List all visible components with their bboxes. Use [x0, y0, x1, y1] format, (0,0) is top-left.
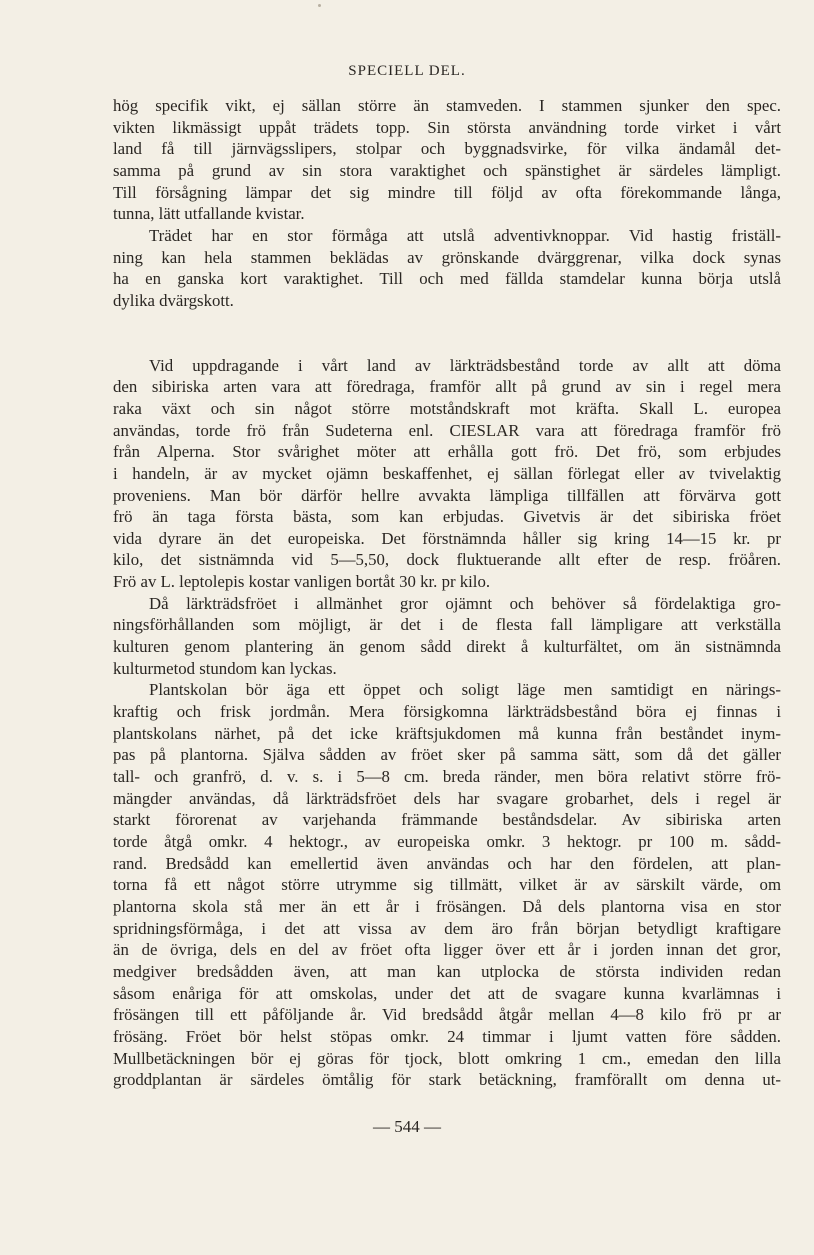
text-line: medgiver bredsådden även, att man kan utplocka de största individen redan	[113, 961, 781, 981]
text-line: samma på grund av sin stora varaktighet och spänstighet är särdeles lämpligt.	[113, 160, 781, 180]
text-line: ning kan hela stammen beklädas av grönskande dvärggrenar, vilka dock synas	[113, 247, 781, 267]
text-line: ningsförhållanden som möjligt, är det i de flesta fall lämpligare att verkställa	[113, 615, 781, 635]
text-line: Till försågning lämpar det sig mindre till följd av ofta förekommande långa,	[113, 182, 781, 202]
text-line: raka växt och sin något större motståndskraft mot kräfta. Skall L. europea	[113, 398, 781, 418]
text-line: hög specifik vikt, ej sällan större än stamveden. I stammen sjunker den spec.	[113, 96, 781, 115]
running-header: SPECIELL DEL.	[348, 63, 466, 79]
text-line: den sibiriska arten vara att föredraga, framför allt på grund av sin i regel mera	[113, 377, 781, 397]
text-line: Mullbetäckningen bör ej göras för tjock, blott omkring 1 cm., emedan den lilla	[113, 1048, 781, 1068]
paragraph-start: Trädet har en stor förmåga att utslå adventivknoppar. Vid hastig friställ-	[149, 225, 781, 245]
text-line: kilo, det sistnämnda vid 5—5,50, dock fluktuerande allt efter de resp. fröåren.	[113, 550, 781, 570]
text-line: land få till järnvägsslipers, stolpar och byggnadsvirke, för vilka ändamål det-	[113, 139, 781, 159]
text-line: såsom enåriga för att omskolas, under det att de svagare kunna kvarlämnas i	[113, 983, 781, 1003]
text-line: groddplantan är särdeles ömtålig för stark betäckning, framförallt om denna ut-	[113, 1070, 781, 1090]
text-line: plantskolans närhet, på det icke kräftsjukdomen må kunna från beståndet inym-	[113, 723, 781, 743]
page-number: — 544 —	[373, 1117, 441, 1136]
text-line: kraftig och frisk jordmån. Mera försigkomna lärkträdsbestånd böra ej finnas i	[113, 702, 781, 722]
text-line: ha en ganska kort varaktighet. Till och med fällda stamdelar kunna börja utslå	[113, 269, 781, 289]
text-line: torna få ett något större utrymme sig tillmätt, vilket är av särskilt värde, om	[113, 875, 781, 895]
text-line: plantorna skola stå mer än ett år i frösängen. Då dels plantorna visa en stor	[113, 896, 781, 916]
text-line: frösängen till ett påföljande år. Vid bredsådd åtgår mellan 4—8 kilo frö pr ar	[113, 1005, 781, 1025]
text-line: kulturmetod stundom kan lyckas.	[113, 658, 337, 678]
paragraph-start: Plantskolan bör äga ett öppet och soligt läge men samtidigt en närings-	[149, 680, 781, 700]
text-line: vikten likmässigt uppåt trädets topp. Sin största användning torde virket i vårt	[113, 117, 781, 137]
text-line: dylika dvärgskott.	[113, 290, 234, 310]
text-line: frö än taga första bästa, som kan erbjudas. Givetvis är det sibiriska fröet	[113, 507, 781, 527]
text-line: användas, torde frö från Sudeterna enl. CIESLAR vara att föredraga framför frö	[113, 420, 781, 440]
section-gap	[113, 312, 781, 355]
text-line: vida dyrare än det europeiska. Det förstnämnda håller sig kring 14—15 kr. pr	[113, 528, 781, 548]
text-line: tunna, lätt utfallande kvistar.	[113, 204, 305, 224]
text-line: proveniens. Man bör därför hellre avvakta lämpliga tillfällen att förvärva gott	[113, 485, 781, 505]
text-line: rand. Bredsådd kan emellertid även användas och har den fördelen, att plan-	[113, 853, 781, 873]
text-line: torde åtgå omkr. 4 hektogr., av europeiska omkr. 3 hektogr. pr 100 m. sådd-	[113, 832, 781, 851]
text-line: pas på plantorna. Själva sådden av fröet sker på samma sätt, som då det gäller	[113, 745, 781, 765]
text-line: kulturen genom plantering än genom sådd direkt å kulturfältet, om än sistnämnda	[113, 637, 781, 657]
text-line: än de övriga, dels en del av fröet ofta ligger över ett år i jorden innan det gror,	[113, 940, 781, 960]
paragraph-start: Vid uppdragande i vårt land av lärkträdsbestånd torde av allt att döma	[149, 355, 781, 375]
text-line: mängder användas, då lärkträdsfröet dels har svagare grobarhet, dels i regel är	[113, 788, 781, 808]
text-line: i handeln, är av mycket ojämn beskaffenhet, ej sällan förlegat eller av tvivelaktig	[113, 463, 781, 483]
text-line: spridningsförmåga, i det att vissa av dem äro från början betydligt kraftigare	[113, 918, 781, 938]
text-line: tall- och granfrö, d. v. s. i 5—8 cm. breda ränder, men böra relativt större frö-	[113, 767, 781, 787]
paragraph-start: Då lärkträdsfröet i allmänhet gror ojämnt och behöver så fördelaktiga gro-	[149, 593, 781, 613]
text-line: Frö av L. leptolepis kostar vanligen bortåt 30 kr. pr kilo.	[113, 572, 491, 592]
paper-speck	[318, 4, 321, 7]
body-text	[113, 95, 781, 1091]
text-line: frösäng. Fröet bör helst stöpas omkr. 24 timmar i ljumt vatten före sådden.	[113, 1026, 781, 1046]
text-line: från Alperna. Stor svårighet möter att erhålla gott frö. Det frö, som erbjudes	[113, 442, 781, 462]
text-line: starkt förorenat av varjehanda främmande beståndsdelar. Av sibiriska arten	[113, 810, 781, 830]
